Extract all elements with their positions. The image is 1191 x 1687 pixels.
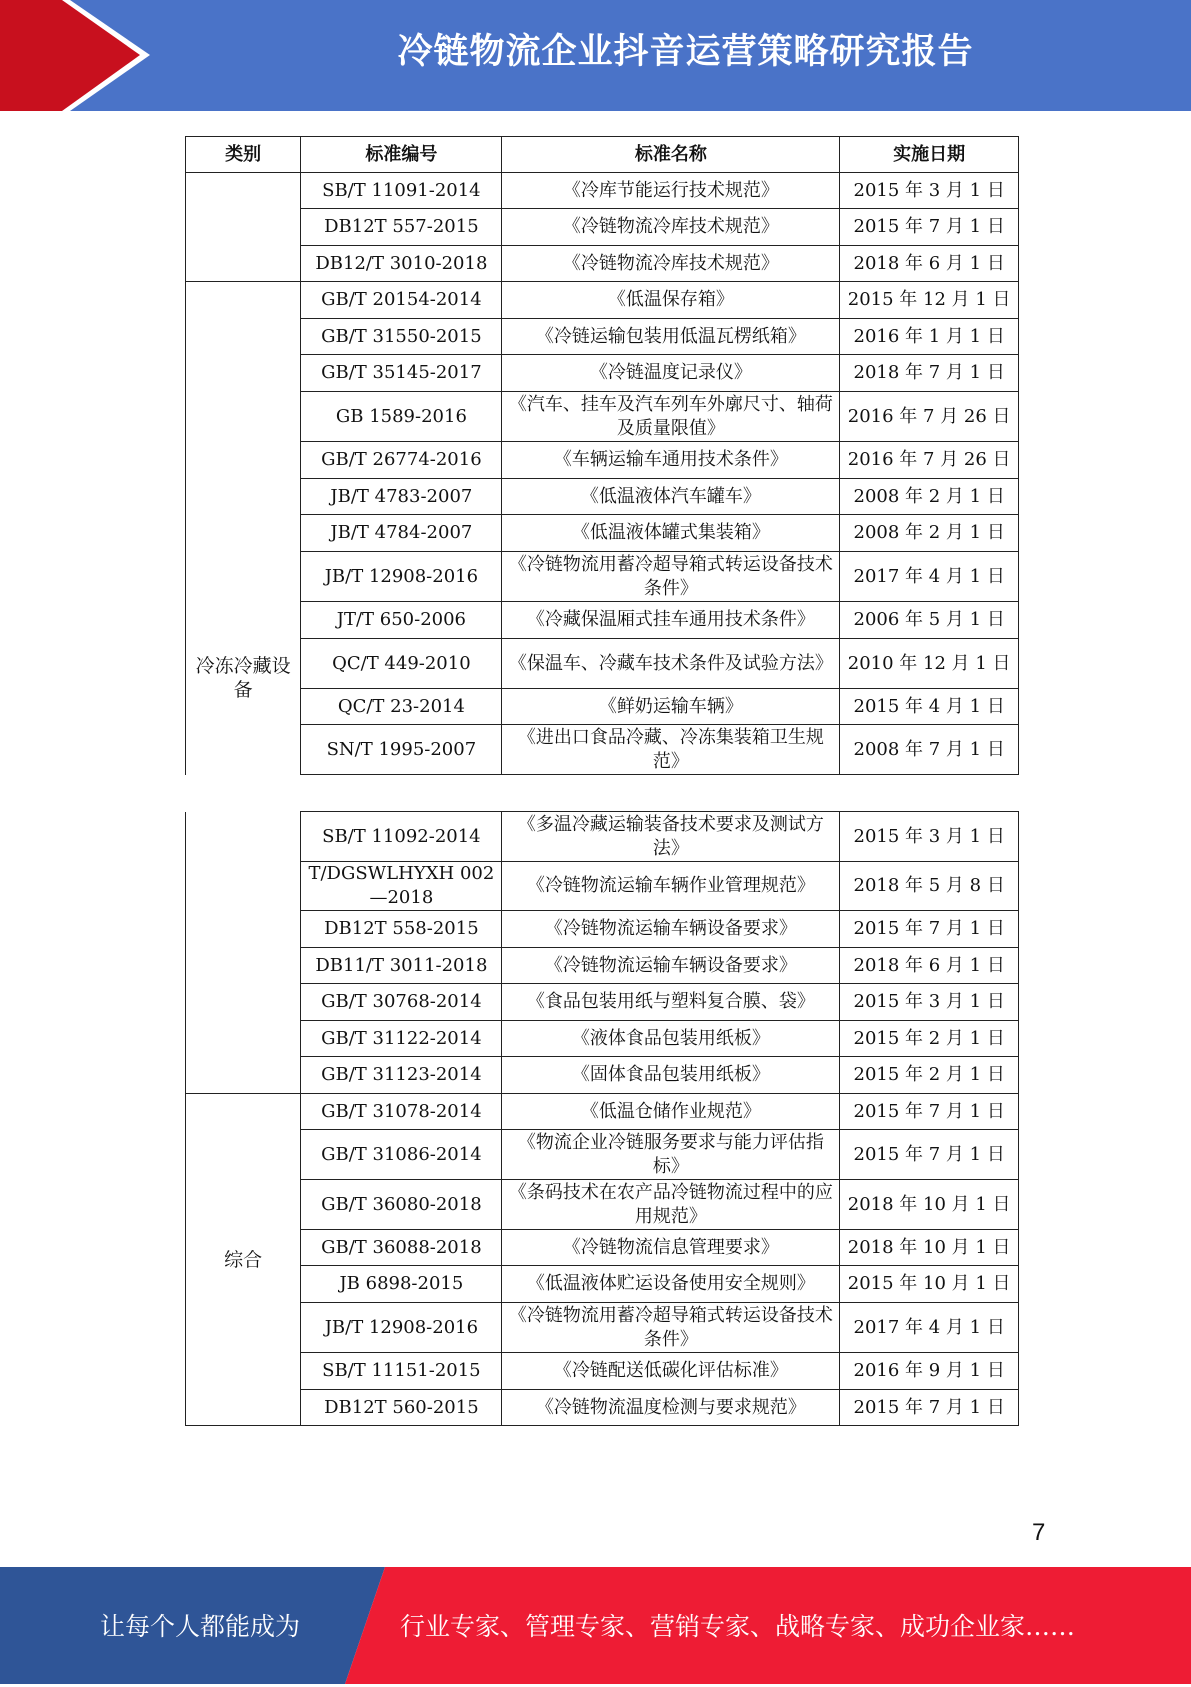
table-row (186, 689, 1019, 725)
standard-name: 《冷链物流信息管理要求》 (502, 1230, 840, 1266)
page-number: 7 (1032, 1519, 1046, 1546)
standard-name: 《固体食品包装用纸板》 (502, 1057, 840, 1094)
table-row (186, 442, 1019, 479)
category-cell-continued (186, 812, 301, 1094)
table-row (186, 1353, 1019, 1390)
standard-name: 《冷链物流冷库技术规范》 (502, 209, 840, 246)
standard-date: 2015 年 10 月 1 日 (840, 1266, 1019, 1303)
standard-code: QC/T 449-2010 (301, 639, 502, 689)
footer-slogan-left: 让每个人都能成为 (99, 1612, 300, 1641)
standard-code: JB/T 4784-2007 (301, 515, 502, 552)
standard-code: GB/T 35145-2017 (301, 355, 502, 392)
page-footer (0, 1567, 1191, 1684)
standard-name: 《低温液体罐式集装箱》 (502, 515, 840, 552)
standard-date: 2015 年 3 月 1 日 (840, 173, 1019, 209)
table-row (186, 173, 1019, 209)
header-name: 标准名称 (502, 137, 840, 173)
table-row (186, 282, 1019, 319)
standard-code: GB/T 31078-2014 (301, 1094, 502, 1130)
standard-date: 2018 年 7 月 1 日 (840, 355, 1019, 392)
standard-code: QC/T 23-2014 (301, 689, 502, 725)
standard-date: 2015 年 7 月 1 日 (840, 911, 1019, 948)
table-row (186, 1266, 1019, 1303)
table-header-row (186, 137, 1019, 173)
standard-name: 《鲜奶运输车辆》 (502, 689, 840, 725)
table-row (186, 515, 1019, 552)
standard-name: 《冷链物流运输车辆设备要求》 (502, 948, 840, 984)
table-row (186, 552, 1019, 602)
standard-name: 《低温液体贮运设备使用安全规则》 (502, 1266, 840, 1303)
standard-name: 《冷链物流用蓄冷超导箱式转运设备技术条件》 (502, 1303, 840, 1353)
standard-date: 2018 年 6 月 1 日 (840, 948, 1019, 984)
table-row (186, 639, 1019, 689)
standard-date: 2006 年 5 月 1 日 (840, 602, 1019, 639)
standard-code: SB/T 11092-2014 (301, 812, 502, 862)
standard-name: 《冷链物流用蓄冷超导箱式转运设备技术条件》 (502, 552, 840, 602)
standard-code: JB/T 12908-2016 (301, 552, 502, 602)
standard-name: 《冷库节能运行技术规范》 (502, 173, 840, 209)
category-cell (186, 282, 301, 775)
standard-code: T/DGSWLHYXH 002—2018 (301, 862, 502, 911)
standard-name: 《冷链物流冷库技术规范》 (502, 246, 840, 282)
standard-name: 《冷链物流温度检测与要求规范》 (502, 1390, 840, 1426)
standard-code: GB/T 36080-2018 (301, 1180, 502, 1230)
standard-name: 《冷链运输包装用低温瓦楞纸箱》 (502, 319, 840, 355)
standard-code: SB/T 11091-2014 (301, 173, 502, 209)
standard-name: 《液体食品包装用纸板》 (502, 1021, 840, 1057)
standard-date: 2015 年 2 月 1 日 (840, 1021, 1019, 1057)
standard-date: 2017 年 4 月 1 日 (840, 1303, 1019, 1353)
category-cell (186, 1094, 301, 1426)
standard-date: 2018 年 6 月 1 日 (840, 246, 1019, 282)
footer-slogan-right: 行业专家、管理专家、营销专家、战略专家、成功企业家…… (400, 1612, 1076, 1641)
standard-code: GB/T 31550-2015 (301, 319, 502, 355)
standard-code: SB/T 11151-2015 (301, 1353, 502, 1390)
standard-code: GB/T 26774-2016 (301, 442, 502, 479)
standard-date: 2015 年 2 月 1 日 (840, 1057, 1019, 1094)
standard-name: 《物流企业冷链服务要求与能力评估指标》 (502, 1130, 840, 1180)
table-row (186, 725, 1019, 775)
standard-date: 2015 年 7 月 1 日 (840, 1094, 1019, 1130)
standard-name: 《低温保存箱》 (502, 282, 840, 319)
table-row (186, 1303, 1019, 1353)
standard-name: 《低温仓储作业规范》 (502, 1094, 840, 1130)
table-row (186, 862, 1019, 911)
table-row (186, 1021, 1019, 1057)
header-category: 类别 (186, 137, 301, 173)
page-header (0, 0, 1191, 111)
table-row (186, 948, 1019, 984)
table-row (186, 319, 1019, 355)
standard-date: 2015 年 3 月 1 日 (840, 812, 1019, 862)
table-row (186, 911, 1019, 948)
table-row (186, 1230, 1019, 1266)
standard-name: 《保温车、冷藏车技术条件及试验方法》 (502, 639, 840, 689)
standard-date: 2018 年 10 月 1 日 (840, 1230, 1019, 1266)
table-row (186, 1094, 1019, 1130)
standard-date: 2015 年 4 月 1 日 (840, 689, 1019, 725)
standard-date: 2008 年 2 月 1 日 (840, 479, 1019, 515)
standard-code: DB12T 557-2015 (301, 209, 502, 246)
standard-code: JB/T 4783-2007 (301, 479, 502, 515)
standard-name: 《冷藏保温厢式挂车通用技术条件》 (502, 602, 840, 639)
standard-date: 2015 年 7 月 1 日 (840, 1130, 1019, 1180)
standard-date: 2015 年 3 月 1 日 (840, 984, 1019, 1021)
standard-code: DB12T 558-2015 (301, 911, 502, 948)
table-row (186, 246, 1019, 282)
standard-code: JB/T 12908-2016 (301, 1303, 502, 1353)
standards-table-part2 (185, 811, 1019, 1426)
table-row (186, 355, 1019, 392)
table-row (186, 392, 1019, 442)
standard-code: GB/T 31123-2014 (301, 1057, 502, 1094)
standard-date: 2016 年 9 月 1 日 (840, 1353, 1019, 1390)
header-code: 标准编号 (301, 137, 502, 173)
standard-date: 2016 年 1 月 1 日 (840, 319, 1019, 355)
header-chevron-decoration (0, 0, 160, 111)
page-title: 冷链物流企业抖音运营策略研究报告 (397, 32, 974, 72)
standard-name: 《冷链配送低碳化评估标准》 (502, 1353, 840, 1390)
standard-date: 2016 年 7 月 26 日 (840, 392, 1019, 442)
standard-code: GB/T 31122-2014 (301, 1021, 502, 1057)
table-row (186, 984, 1019, 1021)
standard-name: 《低温液体汽车罐车》 (502, 479, 840, 515)
table-row (186, 1390, 1019, 1426)
table-row (186, 209, 1019, 246)
standard-code: DB11/T 3011-2018 (301, 948, 502, 984)
standard-code: GB/T 31086-2014 (301, 1130, 502, 1180)
standard-date: 2008 年 7 月 1 日 (840, 725, 1019, 775)
standard-code: DB12/T 3010-2018 (301, 246, 502, 282)
category-cell-empty (186, 173, 301, 282)
category-label: 综合 (224, 1248, 263, 1271)
table-row (186, 1057, 1019, 1094)
standard-date: 2018 年 5 月 8 日 (840, 862, 1019, 911)
standard-name: 《食品包装用纸与塑料复合膜、袋》 (502, 984, 840, 1021)
standard-name: 《冷链物流运输车辆设备要求》 (502, 911, 840, 948)
standard-name: 《冷链温度记录仪》 (502, 355, 840, 392)
standard-code: SN/T 1995-2007 (301, 725, 502, 775)
standards-table-part1 (185, 136, 1019, 775)
standard-date: 2016 年 7 月 26 日 (840, 442, 1019, 479)
standard-date: 2008 年 2 月 1 日 (840, 515, 1019, 552)
table-row (186, 479, 1019, 515)
standard-code: GB 1589-2016 (301, 392, 502, 442)
standard-code: GB/T 30768-2014 (301, 984, 502, 1021)
standard-date: 2015 年 7 月 1 日 (840, 1390, 1019, 1426)
standard-name: 《进出口食品冷藏、冷冻集装箱卫生规范》 (502, 725, 840, 775)
category-label: 冷冻冷藏设备 (195, 655, 291, 702)
standard-name: 《汽车、挂车及汽车列车外廓尺寸、轴荷及质量限值》 (502, 392, 840, 442)
table-row (186, 1130, 1019, 1180)
standard-code: JT/T 650-2006 (301, 602, 502, 639)
standard-date: 2010 年 12 月 1 日 (840, 639, 1019, 689)
standard-date: 2015 年 12 月 1 日 (840, 282, 1019, 319)
table-row (186, 1180, 1019, 1230)
table-row (186, 812, 1019, 862)
standard-code: DB12T 560-2015 (301, 1390, 502, 1426)
standard-code: GB/T 20154-2014 (301, 282, 502, 319)
standard-code: JB 6898-2015 (301, 1266, 502, 1303)
standard-name: 《冷链物流运输车辆作业管理规范》 (502, 862, 840, 911)
standard-date: 2015 年 7 月 1 日 (840, 209, 1019, 246)
standard-name: 《多温冷藏运输装备技术要求及测试方法》 (502, 812, 840, 862)
standard-name: 《车辆运输车通用技术条件》 (502, 442, 840, 479)
standard-code: GB/T 36088-2018 (301, 1230, 502, 1266)
standard-name: 《条码技术在农产品冷链物流过程中的应用规范》 (502, 1180, 840, 1230)
table-row (186, 602, 1019, 639)
standard-date: 2018 年 10 月 1 日 (840, 1180, 1019, 1230)
header-date: 实施日期 (840, 137, 1019, 173)
standard-date: 2017 年 4 月 1 日 (840, 552, 1019, 602)
